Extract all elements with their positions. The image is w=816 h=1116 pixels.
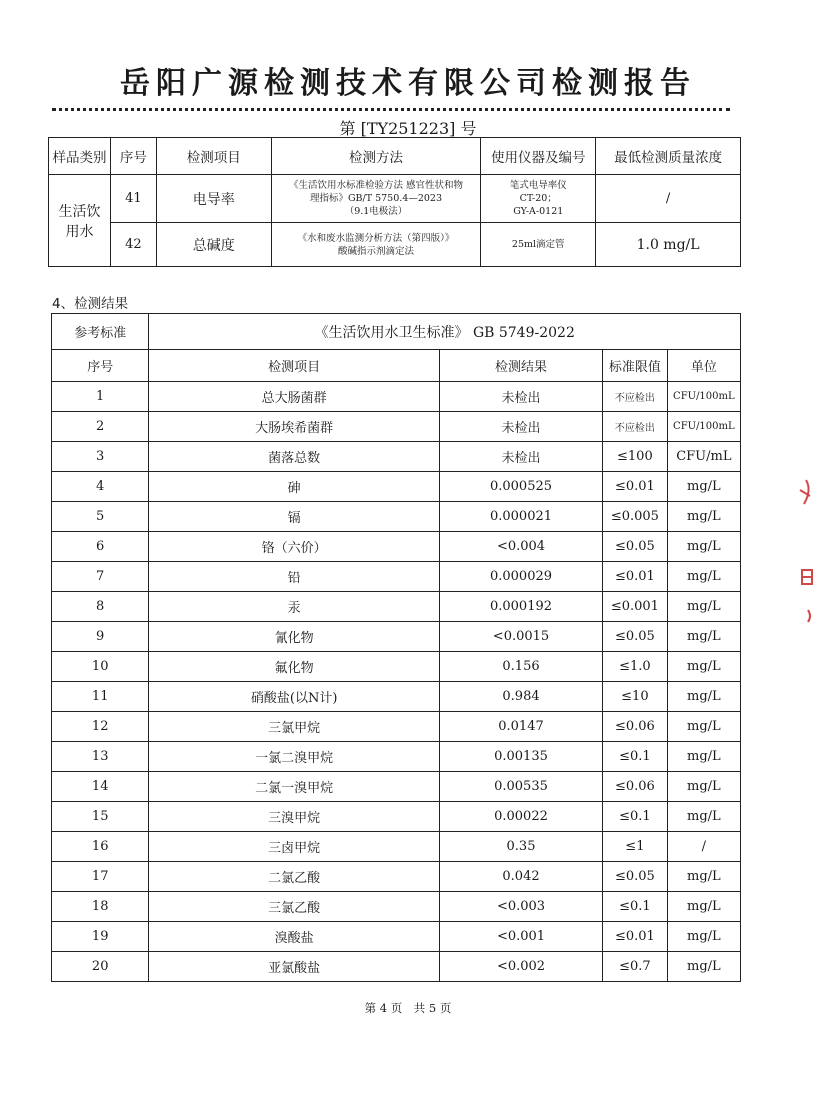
unit: mg/L bbox=[667, 712, 740, 742]
test-result: <0.001 bbox=[439, 922, 602, 952]
table-row bbox=[52, 562, 741, 592]
method-line: （9.1电极法） bbox=[344, 206, 408, 217]
method-line: 《水和废水监测分析方法（第四版）》 bbox=[297, 232, 455, 244]
results-header-row bbox=[52, 350, 741, 382]
standard-limit: ≤0.1 bbox=[603, 802, 668, 832]
test-item: 三氯乙酸 bbox=[149, 892, 440, 922]
test-item: 铬（六价） bbox=[149, 532, 440, 562]
table-row bbox=[52, 952, 741, 982]
test-result: 0.000525 bbox=[439, 472, 602, 502]
test-item: 二氯一溴甲烷 bbox=[149, 772, 440, 802]
row-number: 20 bbox=[52, 952, 149, 982]
standard-limit: ≤10 bbox=[603, 682, 668, 712]
standard-limit: ≤0.06 bbox=[603, 772, 668, 802]
report-title: 岳阳广源检测技术有限公司检测报告 bbox=[120, 66, 696, 101]
instrument-line: GY-A-0121 bbox=[513, 206, 564, 217]
sample-category: 生活饮用水 bbox=[49, 175, 111, 267]
unit: mg/L bbox=[667, 802, 740, 832]
test-result: 0.00022 bbox=[439, 802, 602, 832]
header-cell: 使用仪器及编号 bbox=[481, 138, 596, 175]
stamp-mark bbox=[800, 480, 810, 504]
header-cell: 检测项目 bbox=[156, 138, 271, 175]
header-cell: 序号 bbox=[52, 350, 149, 382]
standard-limit: ≤0.7 bbox=[603, 952, 668, 982]
instrument-line: 笔式电导率仪 bbox=[509, 180, 567, 191]
unit: mg/L bbox=[667, 952, 740, 982]
standard-limit: ≤0.01 bbox=[603, 562, 668, 592]
test-item: 氟化物 bbox=[149, 652, 440, 682]
header-cell: 检测方法 bbox=[271, 138, 481, 175]
table-row bbox=[52, 802, 741, 832]
test-result: <0.004 bbox=[439, 532, 602, 562]
method-text bbox=[271, 175, 481, 223]
table-row bbox=[52, 532, 741, 562]
instrument-line: CT-20； bbox=[519, 193, 557, 204]
standard-limit: ≤0.01 bbox=[603, 922, 668, 952]
unit: CFU/100mL bbox=[667, 382, 740, 412]
table-row bbox=[52, 412, 741, 442]
unit: mg/L bbox=[667, 502, 740, 532]
standard-limit: ≤0.05 bbox=[603, 532, 668, 562]
instrument-text bbox=[481, 175, 596, 223]
results-table bbox=[51, 313, 741, 982]
table-row bbox=[52, 892, 741, 922]
header-cell: 序号 bbox=[110, 138, 156, 175]
unit: mg/L bbox=[667, 472, 740, 502]
unit: mg/L bbox=[667, 532, 740, 562]
test-item: 铅 bbox=[149, 562, 440, 592]
unit: mg/L bbox=[667, 562, 740, 592]
row-number: 42 bbox=[110, 223, 156, 267]
test-result: 0.000192 bbox=[439, 592, 602, 622]
method-table bbox=[48, 137, 741, 267]
test-item: 总碱度 bbox=[156, 223, 271, 267]
standard-limit: ≤0.1 bbox=[603, 892, 668, 922]
stamp-mark bbox=[808, 610, 810, 622]
method-row bbox=[49, 223, 741, 267]
test-result: 未检出 bbox=[439, 442, 602, 472]
method-line: 《生活饮用水标准检验方法 感官性状和物 bbox=[288, 180, 464, 191]
unit: mg/L bbox=[667, 862, 740, 892]
test-item: 三溴甲烷 bbox=[149, 802, 440, 832]
row-number: 19 bbox=[52, 922, 149, 952]
unit: mg/L bbox=[667, 742, 740, 772]
test-result: 0.35 bbox=[439, 832, 602, 862]
test-item: 一氯二溴甲烷 bbox=[149, 742, 440, 772]
standard-limit: ≤0.001 bbox=[603, 592, 668, 622]
row-number: 5 bbox=[52, 502, 149, 532]
row-number: 15 bbox=[52, 802, 149, 832]
table-row bbox=[52, 712, 741, 742]
standard-limit: ≤0.1 bbox=[603, 742, 668, 772]
test-item: 硝酸盐(以N计) bbox=[149, 682, 440, 712]
test-item: 总大肠菌群 bbox=[149, 382, 440, 412]
table-row bbox=[52, 922, 741, 952]
instrument-text bbox=[481, 223, 596, 267]
unit: / bbox=[667, 832, 740, 862]
test-result: 0.00135 bbox=[439, 742, 602, 772]
row-number: 9 bbox=[52, 622, 149, 652]
unit: CFU/100mL bbox=[667, 412, 740, 442]
method-header-row bbox=[49, 138, 741, 175]
standard-limit: ≤0.01 bbox=[603, 472, 668, 502]
test-result: 0.156 bbox=[439, 652, 602, 682]
test-result: 0.984 bbox=[439, 682, 602, 712]
section-title: 4、检测结果 bbox=[52, 296, 129, 312]
standard-limit: ≤1 bbox=[603, 832, 668, 862]
table-row bbox=[52, 832, 741, 862]
table-row bbox=[52, 652, 741, 682]
reference-row bbox=[52, 314, 741, 350]
test-item: 三氯甲烷 bbox=[149, 712, 440, 742]
test-result: <0.002 bbox=[439, 952, 602, 982]
test-result: 未检出 bbox=[439, 382, 602, 412]
test-item: 镉 bbox=[149, 502, 440, 532]
header-cell: 样品类别 bbox=[49, 138, 111, 175]
seal-stamp-edge bbox=[786, 470, 816, 640]
unit: mg/L bbox=[667, 772, 740, 802]
test-result: <0.003 bbox=[439, 892, 602, 922]
row-number: 6 bbox=[52, 532, 149, 562]
unit: mg/L bbox=[667, 652, 740, 682]
method-text bbox=[271, 223, 481, 267]
row-number: 3 bbox=[52, 442, 149, 472]
header-cell: 单位 bbox=[667, 350, 740, 382]
table-row bbox=[52, 682, 741, 712]
unit: mg/L bbox=[667, 682, 740, 712]
row-number: 2 bbox=[52, 412, 149, 442]
row-number: 10 bbox=[52, 652, 149, 682]
row-number: 13 bbox=[52, 742, 149, 772]
standard-limit: ≤1.0 bbox=[603, 652, 668, 682]
stamp-mark bbox=[802, 570, 812, 584]
table-row bbox=[52, 442, 741, 472]
unit: mg/L bbox=[667, 592, 740, 622]
min-concentration: 1.0 mg/L bbox=[596, 223, 741, 267]
table-row bbox=[52, 622, 741, 652]
standard-limit: ≤0.06 bbox=[603, 712, 668, 742]
row-number: 12 bbox=[52, 712, 149, 742]
page-footer: 第 4 页 共 5 页 bbox=[364, 1001, 452, 1015]
unit: mg/L bbox=[667, 622, 740, 652]
min-concentration: / bbox=[596, 175, 741, 223]
table-row bbox=[52, 502, 741, 532]
table-row bbox=[52, 592, 741, 622]
test-result: 0.000021 bbox=[439, 502, 602, 532]
standard-limit: ≤100 bbox=[603, 442, 668, 472]
test-result: 0.0147 bbox=[439, 712, 602, 742]
row-number: 11 bbox=[52, 682, 149, 712]
test-result: 0.00535 bbox=[439, 772, 602, 802]
test-item: 三卤甲烷 bbox=[149, 832, 440, 862]
header-cell: 检测结果 bbox=[439, 350, 602, 382]
test-item: 汞 bbox=[149, 592, 440, 622]
reference-label: 参考标准 bbox=[52, 314, 149, 350]
table-row bbox=[52, 772, 741, 802]
standard-limit: 不应检出 bbox=[603, 412, 668, 442]
dotted-divider bbox=[52, 108, 730, 111]
row-number: 4 bbox=[52, 472, 149, 502]
test-item: 菌落总数 bbox=[149, 442, 440, 472]
reference-standard: 《生活饮用水卫生标准》 GB 5749-2022 bbox=[149, 314, 741, 350]
test-item: 二氯乙酸 bbox=[149, 862, 440, 892]
unit: CFU/mL bbox=[667, 442, 740, 472]
method-row bbox=[49, 175, 741, 223]
header-cell: 检测项目 bbox=[149, 350, 440, 382]
row-number: 18 bbox=[52, 892, 149, 922]
header-cell: 标准限值 bbox=[603, 350, 668, 382]
test-item: 砷 bbox=[149, 472, 440, 502]
row-number: 14 bbox=[52, 772, 149, 802]
test-item: 亚氯酸盐 bbox=[149, 952, 440, 982]
standard-limit: ≤0.05 bbox=[603, 622, 668, 652]
header-cell: 最低检测质量浓度 bbox=[596, 138, 741, 175]
standard-limit: ≤0.05 bbox=[603, 862, 668, 892]
row-number: 8 bbox=[52, 592, 149, 622]
test-item: 大肠埃希菌群 bbox=[149, 412, 440, 442]
test-result: 0.042 bbox=[439, 862, 602, 892]
test-item: 电导率 bbox=[156, 175, 271, 223]
unit: mg/L bbox=[667, 922, 740, 952]
table-row bbox=[52, 742, 741, 772]
row-number: 16 bbox=[52, 832, 149, 862]
table-row bbox=[52, 862, 741, 892]
report-number: 第 [TY251223] 号 bbox=[339, 119, 477, 138]
row-number: 7 bbox=[52, 562, 149, 592]
standard-limit: ≤0.005 bbox=[603, 502, 668, 532]
row-number: 1 bbox=[52, 382, 149, 412]
table-row bbox=[52, 472, 741, 502]
row-number: 41 bbox=[110, 175, 156, 223]
test-item: 溴酸盐 bbox=[149, 922, 440, 952]
test-result: <0.0015 bbox=[439, 622, 602, 652]
method-line: 理指标》GB/T 5750.4—2023 bbox=[309, 193, 443, 204]
test-item: 氰化物 bbox=[149, 622, 440, 652]
method-line: 酸碱指示剂滴定法 bbox=[337, 245, 414, 257]
test-result: 未检出 bbox=[439, 412, 602, 442]
test-result: 0.000029 bbox=[439, 562, 602, 592]
table-row bbox=[52, 382, 741, 412]
row-number: 17 bbox=[52, 862, 149, 892]
instrument-line: 25ml滴定管 bbox=[511, 239, 565, 250]
unit: mg/L bbox=[667, 892, 740, 922]
standard-limit: 不应检出 bbox=[603, 382, 668, 412]
results-body bbox=[52, 382, 741, 982]
